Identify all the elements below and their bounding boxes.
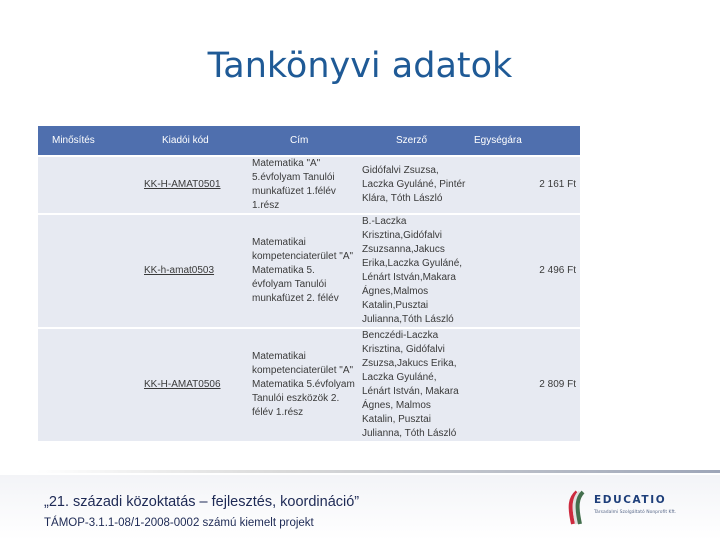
cell-minosites <box>38 328 142 441</box>
table-row <box>38 214 580 328</box>
cell-minosites <box>38 214 142 328</box>
header-cim: Cím <box>248 126 358 156</box>
footer-project-id: TÁMOP-3.1.1-08/1-2008-0002 számú kiemelt projekt <box>44 517 314 529</box>
cell-kiadoi-kod[interactable] <box>142 214 248 328</box>
kiadoi-kod-link[interactable]: KK-H-AMAT0506 <box>144 379 221 390</box>
header-minosites: Minősítés <box>38 126 142 156</box>
table-row <box>38 156 580 214</box>
cell-kiadoi-kod[interactable] <box>142 156 248 214</box>
cell-cim: Matematika "A" 5.évfolyam Tanulói munkafüzet 1.félév 1.rész <box>248 156 358 214</box>
header-szerzo: Szerző <box>358 126 468 156</box>
cell-szerzo: Benczédi-Laczka Krisztina, Gidófalvi Zsuzsa,Jakucs Erika, Laczka Gyuláné, Lénárt István, Makara Ágnes, Malmos Katalin, Pusztai Julianna, Tóth László <box>358 328 468 441</box>
cell-cim: Matematikai kompetenciaterület "A" Matematika 5.évfolyam Tanulói eszközök 2. félév 1.rész <box>248 328 358 441</box>
hungarian-flag-icon <box>566 490 588 526</box>
table-row <box>38 328 580 441</box>
kiadoi-kod-link[interactable]: KK-h-amat0503 <box>144 265 215 276</box>
cell-kiadoi-kod[interactable] <box>142 328 248 441</box>
cell-egysegar: 2 496 Ft <box>468 214 580 328</box>
header-kiadoi-kod: Kiadói kód <box>142 126 248 156</box>
footer-quote: „21. századi közoktatás – fejlesztés, koordináció” <box>44 494 360 510</box>
header-egysegar: Egységára <box>468 126 580 156</box>
kiadoi-kod-link[interactable]: KK-H-AMAT0501 <box>144 179 221 190</box>
table-header-row <box>38 126 580 156</box>
cell-cim: Matematikai kompetenciaterület "A" Matematika 5. évfolyam Tanulói munkafüzet 2. félév <box>248 214 358 328</box>
footer-divider <box>0 470 720 473</box>
cell-egysegar: 2 161 Ft <box>468 156 580 214</box>
textbook-table <box>38 126 580 441</box>
cell-szerzo: Gidófalvi Zsuzsa, Laczka Gyuláné, Pintér Klára, Tóth László <box>358 156 468 214</box>
page-title: Tankönyvi adatok <box>207 46 513 86</box>
cell-minosites <box>38 156 142 214</box>
educatio-logo: EDUCATIO <box>594 494 667 506</box>
cell-egysegar: 2 809 Ft <box>468 328 580 441</box>
cell-szerzo: B.-Laczka Krisztina,Gidófalvi Zsuzsanna,Jakucs Erika,Laczka Gyuláné, Lénárt István,Makara Ágnes,Malmos Katalin,Pusztai Julianna,Tóth László <box>358 214 468 328</box>
educatio-logo-subtitle: Társadalmi Szolgáltató Nonprofit Kft. <box>594 510 677 515</box>
